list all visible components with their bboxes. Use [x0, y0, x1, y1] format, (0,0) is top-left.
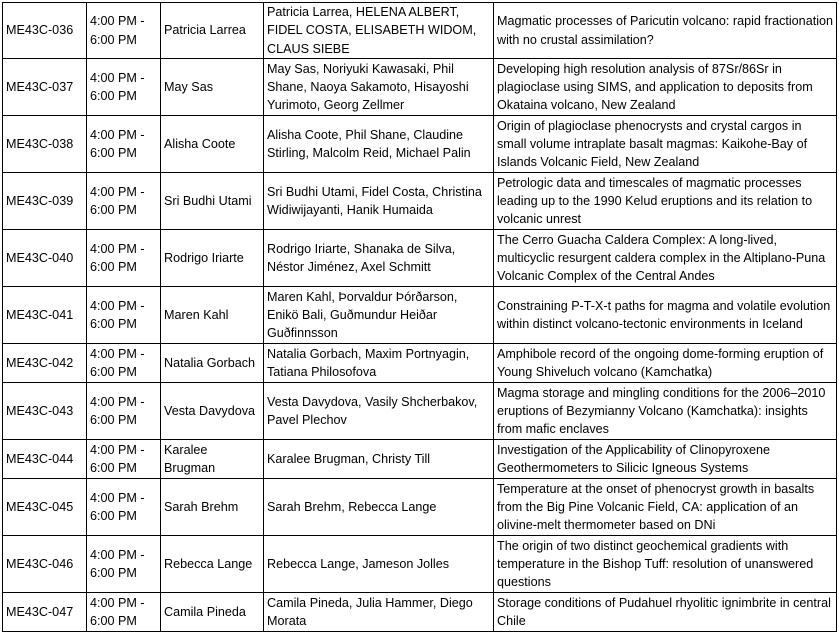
authors: Maren Kahl, Þorvaldur Þórðarson, Enikö Bali, Guðmundur Heiðar Guðfinnsson	[264, 287, 494, 344]
presenter: Sarah Brehm	[161, 479, 264, 536]
authors: Rebecca Lange, Jameson Jolles	[264, 536, 494, 593]
end-time: 6:00 PM	[90, 614, 137, 628]
abstract-id: ME43C-045	[3, 479, 87, 536]
end-time: 6:00 PM	[90, 566, 137, 580]
end-time: 6:00 PM	[90, 413, 137, 427]
time-slot	[87, 440, 161, 479]
presenter: Rebecca Lange	[161, 536, 264, 593]
start-time: 4:00 PM -	[90, 127, 145, 142]
presenter: Karalee Brugman	[161, 440, 264, 479]
abstract-title: Constraining P-T-X-t paths for magma and volatile evolution within distinct volcano-tectonic environments in Iceland	[494, 287, 837, 344]
presenter: May Sas	[161, 59, 264, 116]
end-time: 6:00 PM	[90, 203, 137, 217]
abstract-title: Petrologic data and timescales of magmatic processes leading up to the 1990 Kelud eruptions and its relation to volcanic unrest	[494, 173, 837, 230]
table-row	[3, 59, 837, 116]
abstract-id: ME43C-047	[3, 593, 87, 632]
time-slot	[87, 287, 161, 344]
time-slot	[87, 344, 161, 383]
abstract-title: Magma storage and mingling conditions for the 2006–2010 eruptions of Bezymianny Volcano (Kamchatka): insights from mafic enclaves	[494, 383, 837, 440]
authors: Sarah Brehm, Rebecca Lange	[264, 479, 494, 536]
abstract-title: Magmatic processes of Paricutin volcano: rapid fractionation with no crustal assimilation?	[494, 3, 837, 59]
abstract-id: ME43C-046	[3, 536, 87, 593]
abstract-id: ME43C-039	[3, 173, 87, 230]
abstract-title: Storage conditions of Pudahuel rhyolitic ignimbrite in central Chile	[494, 593, 837, 632]
table-row	[3, 344, 837, 383]
abstract-title: Investigation of the Applicability of Clinopyroxene Geothermometers to Silicic Igneous Systems	[494, 440, 837, 479]
presenter: Sri Budhi Utami	[161, 173, 264, 230]
start-time: 4:00 PM -	[90, 184, 145, 199]
authors: Camila Pineda, Julia Hammer, Diego Morata	[264, 593, 494, 632]
end-time: 6:00 PM	[90, 461, 137, 475]
time-slot	[87, 59, 161, 116]
end-time: 6:00 PM	[90, 260, 137, 274]
time-slot	[87, 230, 161, 287]
table-row	[3, 173, 837, 230]
time-slot	[87, 383, 161, 440]
start-time: 4:00 PM -	[90, 547, 145, 562]
abstract-title: Origin of plagioclase phenocrysts and crystal cargos in small volume intraplate basalt magmas: Kaikohe-Bay of Islands Volcanic Field, New Zealand	[494, 116, 837, 173]
end-time: 6:00 PM	[90, 509, 137, 523]
start-time: 4:00 PM -	[90, 346, 145, 361]
time-slot	[87, 173, 161, 230]
presenter: Vesta Davydova	[161, 383, 264, 440]
authors: Sri Budhi Utami, Fidel Costa, Christina Widiwijayanti, Hanik Humaida	[264, 173, 494, 230]
time-slot	[87, 3, 161, 59]
session-schedule-table	[2, 2, 837, 632]
presenter: Alisha Coote	[161, 116, 264, 173]
abstract-id: ME43C-036	[3, 3, 87, 59]
table-row	[3, 3, 837, 59]
authors: Vesta Davydova, Vasily Shcherbakov, Pavel Plechov	[264, 383, 494, 440]
abstract-id: ME43C-041	[3, 287, 87, 344]
start-time: 4:00 PM -	[90, 490, 145, 505]
time-slot	[87, 116, 161, 173]
authors: Natalia Gorbach, Maxim Portnyagin, Tatiana Philosofova	[264, 344, 494, 383]
start-time: 4:00 PM -	[90, 298, 145, 313]
abstract-title: The Cerro Guacha Caldera Complex: A long-lived, multicyclic resurgent caldera complex in the Altiplano-Puna Volcanic Complex of the Central Andes	[494, 230, 837, 287]
table-row	[3, 383, 837, 440]
authors: Patricia Larrea, HELENA ALBERT, FIDEL COSTA, ELISABETH WIDOM, CLAUS SIEBE	[264, 3, 494, 59]
table-row	[3, 593, 837, 632]
presenter: Maren Kahl	[161, 287, 264, 344]
time-slot	[87, 593, 161, 632]
abstract-title: The origin of two distinct geochemical gradients with temperature in the Bishop Tuff: resolution of unanswered questions	[494, 536, 837, 593]
end-time: 6:00 PM	[90, 317, 137, 331]
table-row	[3, 116, 837, 173]
table-row	[3, 287, 837, 344]
table-row	[3, 230, 837, 287]
presenter: Patricia Larrea	[161, 3, 264, 59]
table-row	[3, 479, 837, 536]
time-slot	[87, 536, 161, 593]
abstract-id: ME43C-042	[3, 344, 87, 383]
abstract-id: ME43C-038	[3, 116, 87, 173]
abstract-id: ME43C-040	[3, 230, 87, 287]
start-time: 4:00 PM -	[90, 394, 145, 409]
table-row	[3, 536, 837, 593]
table-row	[3, 440, 837, 479]
end-time: 6:00 PM	[90, 365, 137, 379]
presenter: Rodrigo Iriarte	[161, 230, 264, 287]
abstract-id: ME43C-037	[3, 59, 87, 116]
abstract-title: Developing high resolution analysis of 87Sr/86Sr in plagioclase using SIMS, and application to deposits from Okataina volcano, New Zealand	[494, 59, 837, 116]
abstract-id: ME43C-043	[3, 383, 87, 440]
authors: May Sas, Noriyuki Kawasaki, Phil Shane, Naoya Sakamoto, Hisayoshi Yurimoto, Georg Zellmer	[264, 59, 494, 116]
authors: Karalee Brugman, Christy Till	[264, 440, 494, 479]
end-time: 6:00 PM	[90, 89, 137, 103]
abstract-title: Temperature at the onset of phenocryst growth in basalts from the Big Pine Volcanic Field, CA: application of an olivine-melt thermometer based on DNi	[494, 479, 837, 536]
time-slot	[87, 479, 161, 536]
abstract-id: ME43C-044	[3, 440, 87, 479]
authors: Alisha Coote, Phil Shane, Claudine Stirling, Malcolm Reid, Michael Palin	[264, 116, 494, 173]
start-time: 4:00 PM -	[90, 70, 145, 85]
authors: Rodrigo Iriarte, Shanaka de Silva, Néstor Jiménez, Axel Schmitt	[264, 230, 494, 287]
start-time: 4:00 PM -	[90, 442, 145, 457]
abstract-title: Amphibole record of the ongoing dome-forming eruption of Young Shiveluch volcano (Kamchatka)	[494, 344, 837, 383]
presenter: Natalia Gorbach	[161, 344, 264, 383]
start-time: 4:00 PM -	[90, 241, 145, 256]
end-time: 6:00 PM	[90, 32, 137, 47]
end-time: 6:00 PM	[90, 146, 137, 160]
start-time: 4:00 PM -	[90, 14, 145, 29]
presenter: Camila Pineda	[161, 593, 264, 632]
start-time: 4:00 PM -	[90, 595, 145, 610]
